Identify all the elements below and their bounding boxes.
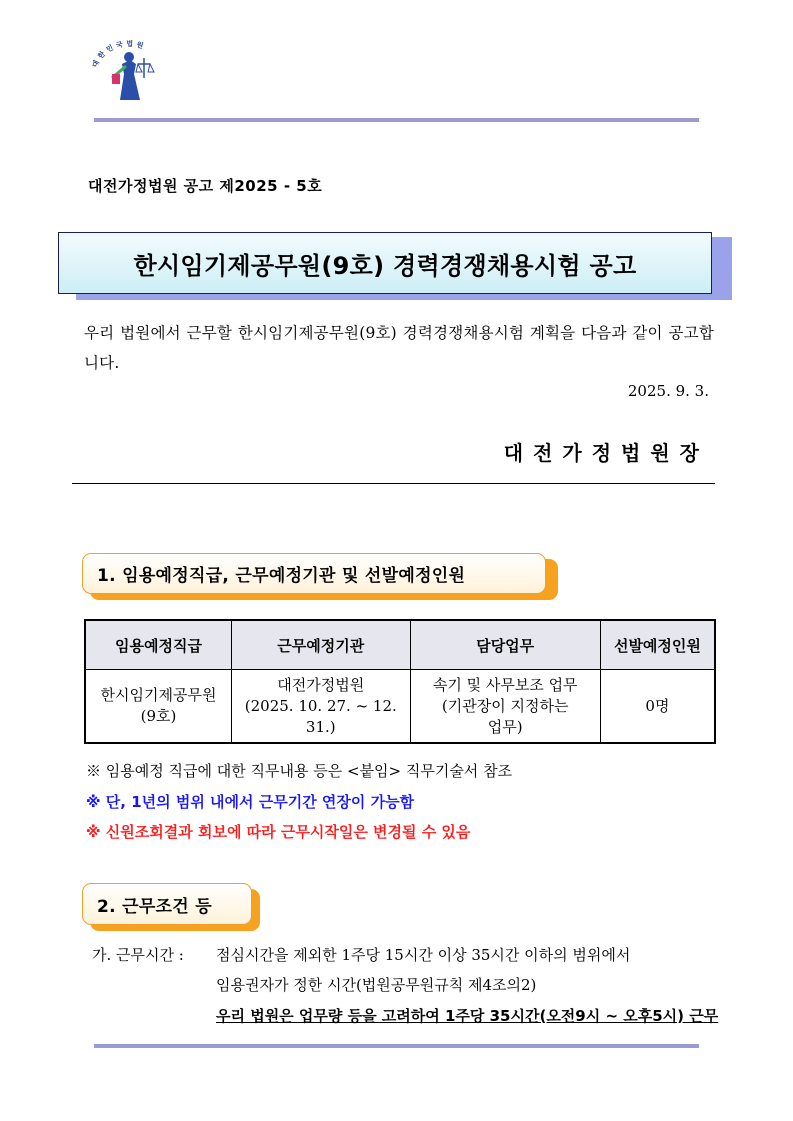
col-header-count: 선발예정인원: [600, 620, 715, 670]
section2-heading: 2. 근무조건 등: [97, 896, 212, 917]
col-header-rank: 임용예정직급: [85, 620, 232, 670]
cell-agency-line2: (2025. 10. 27. ~ 12. 31.): [244, 696, 397, 736]
table-row: [85, 670, 715, 744]
logo-lettering: 대한민국법원: [90, 39, 148, 69]
col-header-duty: 담당업무: [410, 620, 600, 670]
cell-rank: [85, 670, 232, 744]
table-header-row: [85, 620, 715, 670]
announcement-date: 2025. 9. 3.: [627, 382, 709, 400]
cell-duty-line2: (기관장이 지정하는: [441, 696, 569, 715]
cell-rank-line1: 한시임기제공무원: [100, 686, 217, 704]
cell-duty: [410, 670, 600, 744]
hours-line3: 우리 법원은 업무량 등을 고려하여 1주당 35시간(오전9시 ~ 오후5시) 근무: [216, 1007, 719, 1025]
cell-count: 0명: [600, 670, 715, 744]
section2-heading-box: [82, 883, 252, 925]
hours-line1: 점심시간을 제외한 1주당 15시간 이상 35시간 이하의 범위에서: [216, 946, 631, 964]
recruitment-table: [84, 619, 716, 744]
cell-agency: [232, 670, 411, 744]
section1-heading-box: [82, 553, 546, 594]
cell-duty-line1: 속기 및 사무보조 업무: [432, 675, 578, 694]
note-extension: ※ 단, 1년의 범위 내에서 근무기간 연장이 가능함: [86, 793, 415, 811]
cell-agency-line1: 대전가정법원: [277, 675, 365, 694]
note-start-date: ※ 신원조회결과 회보에 따라 근무시작일은 변경될 수 있음: [86, 823, 471, 841]
hours-line2: 임용권자가 정한 시간(법원공무원규칙 제4조의2): [216, 976, 537, 994]
court-logo: [88, 38, 170, 104]
note-job-description: ※ 임용예정 직급에 대한 직무내용 등은 <붙임> 직무기술서 참조: [86, 762, 513, 780]
cell-rank-line2: (9호): [140, 707, 177, 725]
col-header-agency: 근무예정기관: [232, 620, 411, 670]
intro-paragraph: 우리 법원에서 근무할 한시임기제공무원(9호) 경력경쟁채용시험 계획을 다음과 같이 공고합니다.: [84, 324, 714, 372]
section1-heading: 1. 임용예정직급, 근무예정기관 및 선발예정인원: [97, 566, 466, 586]
title-box: [58, 232, 712, 294]
cell-duty-line3: 업무): [487, 717, 523, 736]
hours-label: 가. 근무시간 :: [92, 946, 184, 964]
bottom-divider: [94, 1044, 699, 1048]
issuer-name: 대전가정법원장: [503, 441, 709, 465]
notice-number: 대전가정법원 공고 제2025 - 5호: [88, 177, 323, 195]
top-divider: [94, 118, 699, 122]
header-divider: [72, 483, 715, 484]
page-title: 한시임기제공무원(9호) 경력경쟁채용시험 공고: [133, 251, 637, 280]
